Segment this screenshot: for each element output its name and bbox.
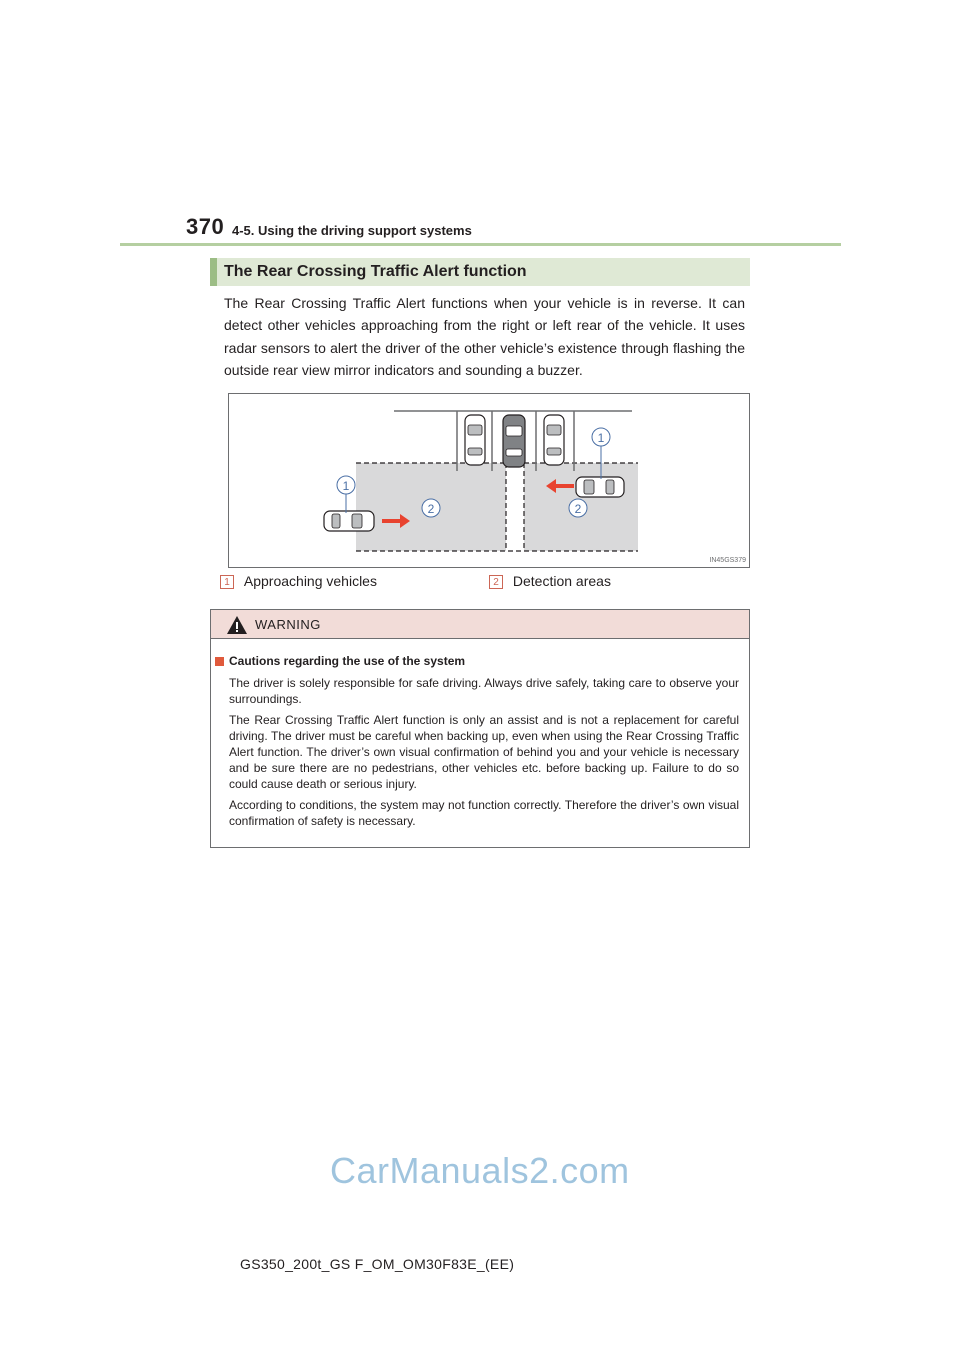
figure-code: IN45GS379 (709, 557, 746, 564)
caption-number: 2 (489, 575, 503, 589)
parked-car-1 (465, 415, 485, 465)
warning-label: WARNING (255, 617, 321, 632)
warning-paragraph-3: According to conditions, the system may not function correctly. Therefore the driver’s own visual confirmation of safety is necessary. (229, 798, 739, 828)
approaching-car-right (576, 477, 624, 497)
callout-2-right (569, 499, 587, 517)
svg-text:1: 1 (597, 431, 605, 445)
approaching-car-left (324, 511, 374, 531)
callout-1-left (337, 476, 355, 494)
section-title: The Rear Crossing Traffic Alert function (224, 263, 527, 280)
footer-code: GS350_200t_GS F_OM_OM30F83E_(EE) (240, 1256, 515, 1272)
watermark: CarManuals2.com (330, 1150, 630, 1191)
caption-text: Approaching vehicles (243, 573, 377, 589)
warning-paragraph-2: The Rear Crossing Traffic Alert function is only an assist and is not a replacement for careful driving. The driver must be careful when backing up, even when using the Rear Crossing Traffic Alert function. The driver’s own visual confirmation of behind you and your vehicle is necessary and be sure there are no pedestrians, other vehicles etc. before backing up. Failure to do so could cause death or serious injury. (229, 713, 739, 791)
caption-number: 1 (220, 575, 234, 589)
header-rule (120, 243, 841, 246)
callout-2-left (422, 499, 440, 517)
warning-triangle-icon (226, 615, 248, 635)
page-number: 370 (186, 214, 225, 239)
warning-heading: Cautions regarding the use of the system (229, 654, 466, 668)
caption-text: Detection areas (512, 573, 611, 589)
parked-car-2 (544, 415, 564, 465)
caption-detection-areas (489, 573, 611, 589)
warning-paragraph-1: The driver is solely responsible for safe driving. Always drive safely, taking care to observe your surroundings. (229, 676, 739, 706)
caption-approaching-vehicles (220, 573, 377, 589)
bullet-square-icon (215, 657, 224, 666)
callout-1-right (592, 428, 610, 446)
section-body-text: The Rear Crossing Traffic Alert functions when your vehicle is in reverse. It can detect other vehicles approaching from the right or left rear of the vehicle. It uses radar sensors to alert the driver of the other vehicle’s existence through flashing the outside rear view mirror indicators and sounding a buzzer. (224, 295, 745, 379)
svg-text:2: 2 (574, 502, 582, 516)
chapter-title: 4-5. Using the driving support systems (232, 223, 472, 238)
rcta-illustration (228, 393, 750, 568)
svg-text:2: 2 (427, 502, 435, 516)
own-vehicle (503, 415, 525, 467)
svg-text:1: 1 (342, 479, 350, 493)
